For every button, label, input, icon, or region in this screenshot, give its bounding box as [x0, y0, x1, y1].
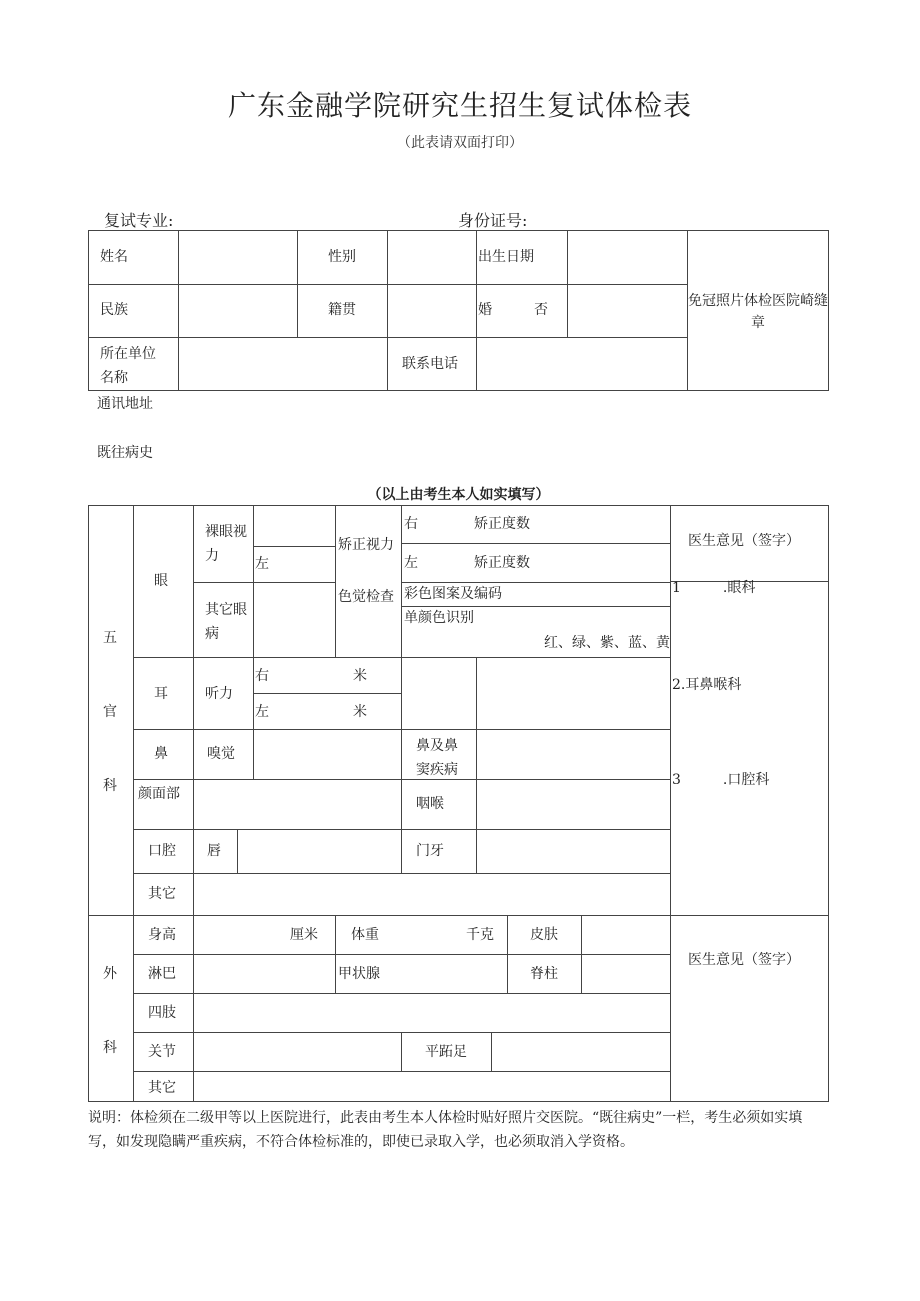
major-label: 复试专业:: [104, 211, 174, 230]
naked-vision-label: 裸眼视力: [205, 524, 247, 564]
face-label: 颜面部: [138, 786, 180, 802]
hearing-left-label: 左 米: [255, 704, 367, 720]
page-subtitle: （此表请双面打印）: [397, 135, 523, 151]
surgery-dept-char-1: 外: [103, 966, 117, 982]
facial-dept-char-2: 官: [103, 704, 117, 720]
address-label: 通讯地址: [97, 396, 153, 412]
naked-vision-left-label: 左: [255, 556, 269, 572]
facial-doctor-opinion: 医生意见（签字）: [688, 533, 800, 549]
left-correction-label: 左 矫正度数: [404, 555, 530, 571]
height-unit: 厘米: [290, 927, 318, 943]
color-vision-label: 色觉检查: [338, 589, 394, 605]
dept-ophthalmology: 1 .眼科: [672, 580, 756, 596]
native-place-label: 籍贯: [328, 302, 356, 318]
thyroid-label: 甲状腺: [338, 966, 380, 982]
phone-label: 联系电话: [402, 356, 458, 372]
gender-label: 性别: [328, 249, 356, 265]
marital-label: 婚 否: [478, 302, 548, 318]
ear-label: 耳: [154, 686, 168, 702]
single-color-label: 单颜色识别: [404, 610, 474, 626]
photo-seal-note: 免冠照片体检医院崎缝章: [688, 293, 828, 331]
medical-history-label: 既往病史: [97, 445, 153, 461]
limbs-label: 四肢: [148, 1005, 176, 1021]
lip-label: 唇: [207, 843, 221, 859]
facial-dept-char-3: 科: [103, 778, 117, 794]
flatfoot-label: 平跖足: [425, 1044, 467, 1060]
incisor-label: 门牙: [416, 843, 444, 859]
eye-label: 眼: [154, 573, 168, 589]
unit-name-label: 所在单位名称: [100, 346, 156, 386]
height-label: 身高: [148, 927, 176, 943]
corrected-vision-label: 矫正视力: [338, 537, 394, 553]
skin-label: 皮肤: [530, 927, 558, 943]
pharynx-label: 咽喉: [416, 796, 444, 812]
weight-label: 体重: [351, 927, 379, 943]
id-number-label: 身份证号:: [458, 211, 528, 230]
spine-label: 脊柱: [530, 966, 558, 982]
color-list: 红、绿、紫、蓝、黄: [544, 635, 670, 651]
joints-label: 关节: [148, 1044, 176, 1060]
nose-label: 鼻: [154, 746, 168, 762]
color-pattern-label: 彩色图案及编码: [404, 586, 502, 602]
birthdate-label: 出生日期: [478, 249, 534, 265]
facial-other-label: 其它: [148, 886, 176, 902]
hearing-right-label: 右 米: [255, 668, 367, 684]
other-eye-disease-label: 其它眼病: [205, 602, 247, 642]
right-correction-label: 右 矫正度数: [404, 516, 530, 532]
facial-dept-char-1: 五: [103, 630, 117, 646]
oral-label: 口腔: [148, 843, 176, 859]
page-title: 广东金融学院研究生招生复试体检表: [227, 89, 692, 122]
dept-stomatology: 3 .口腔科: [672, 772, 770, 788]
surgery-doctor-opinion: 医生意见（签字）: [688, 952, 800, 968]
smell-label: 嗅觉: [207, 746, 235, 762]
ethnicity-label: 民族: [100, 302, 128, 318]
surgery-other-label: 其它: [148, 1080, 176, 1096]
self-fill-note: （以上由考生本人如实填写）: [367, 487, 550, 503]
dept-ent: 2.耳鼻喉科: [672, 677, 742, 693]
lymph-label: 淋巴: [148, 966, 176, 982]
weight-unit: 千克: [466, 927, 494, 943]
footnote: 说明：体检须在二级甲等以上医院进行，此表由考生本人体检时贴好照片交医院。“既往病史”一栏，考生必须如实填写，如发现隐瞒严重疾病，不符合体检标准的，即使已录取入学，也必须取消入学资格。: [88, 1110, 803, 1150]
surgery-dept-char-2: 科: [103, 1040, 117, 1056]
sinus-disease-label: 鼻及鼻窦疾病: [416, 738, 458, 778]
name-label: 姓名: [100, 249, 128, 265]
hearing-label: 听力: [205, 686, 233, 702]
